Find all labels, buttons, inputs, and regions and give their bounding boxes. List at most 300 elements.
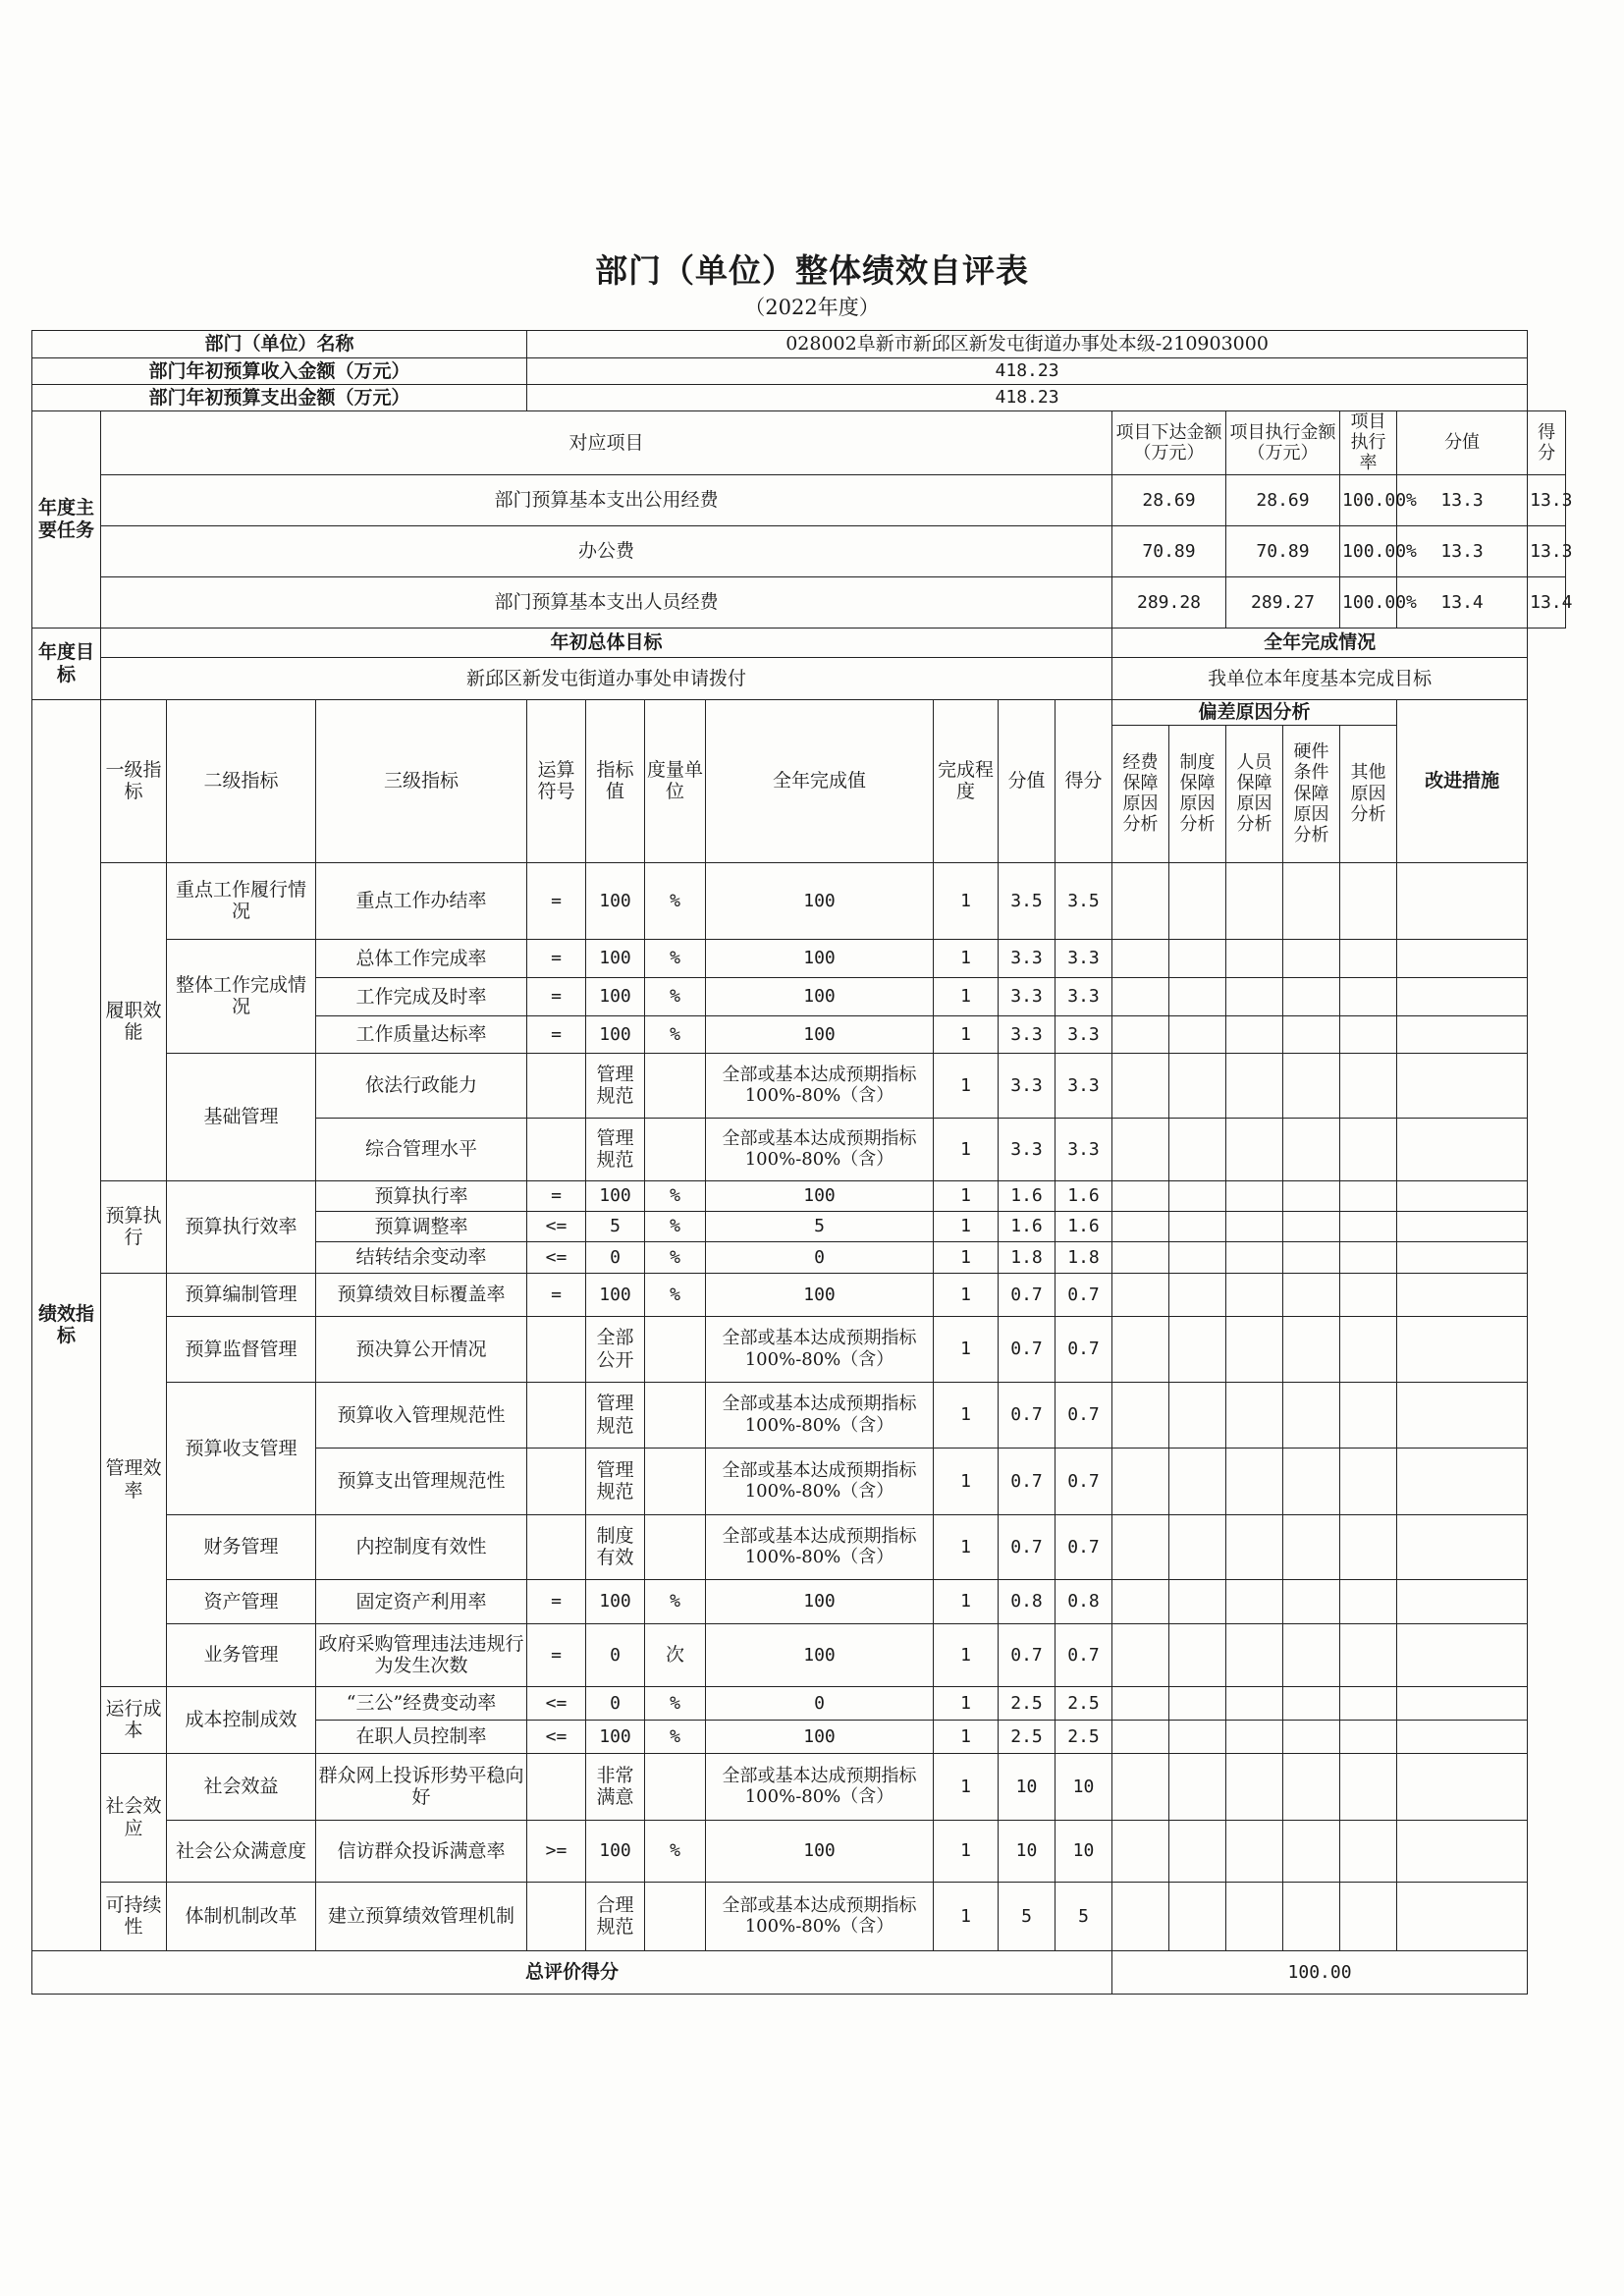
dev-cell bbox=[1112, 1118, 1169, 1180]
perf-op: = bbox=[527, 1623, 586, 1686]
perf-unit: % bbox=[645, 1686, 706, 1720]
goals-initial-value: 新邱区新发屯街道办事处申请拨付 bbox=[101, 657, 1112, 699]
dev-cell bbox=[1112, 1820, 1169, 1882]
perf-h-dev-other: 其他原因分析 bbox=[1340, 725, 1397, 862]
dev-cell bbox=[1112, 1211, 1169, 1241]
improve-cell bbox=[1397, 1753, 1528, 1820]
perf-h-dev-fund: 经费保障原因分析 bbox=[1112, 725, 1169, 862]
perf-got: 0.7 bbox=[1056, 1316, 1112, 1382]
improve-cell bbox=[1397, 1015, 1528, 1053]
dev-cell bbox=[1340, 939, 1397, 977]
dev-cell bbox=[1226, 1015, 1283, 1053]
tasks-col-rate: 项目执行率 bbox=[1340, 411, 1397, 475]
dev-cell bbox=[1283, 1015, 1340, 1053]
perf-degree: 1 bbox=[934, 1686, 999, 1720]
dev-cell bbox=[1169, 977, 1226, 1015]
perf-l3: 预算调整率 bbox=[316, 1211, 527, 1241]
perf-l3: 预算支出管理规范性 bbox=[316, 1448, 527, 1514]
perf-op: <= bbox=[527, 1720, 586, 1753]
dev-cell bbox=[1226, 1180, 1283, 1211]
perf-target: 100 bbox=[586, 977, 645, 1015]
perf-target: 非常满意 bbox=[586, 1753, 645, 1820]
dev-cell bbox=[1340, 1053, 1397, 1118]
perf-actual: 全部或基本达成预期指标100%-80%（含） bbox=[706, 1882, 934, 1950]
perf-got: 10 bbox=[1056, 1753, 1112, 1820]
perf-score: 3.3 bbox=[999, 1053, 1056, 1118]
perf-h-op: 运算符号 bbox=[527, 699, 586, 862]
perf-op bbox=[527, 1514, 586, 1579]
dept-name-label: 部门（单位）名称 bbox=[32, 331, 527, 358]
perf-score: 1.6 bbox=[999, 1211, 1056, 1241]
dev-cell bbox=[1169, 1118, 1226, 1180]
perf-l3: “三公”经费变动率 bbox=[316, 1686, 527, 1720]
perf-degree: 1 bbox=[934, 1882, 999, 1950]
perf-l1: 管理效率 bbox=[101, 1273, 167, 1686]
perf-target: 100 bbox=[586, 1579, 645, 1623]
dev-cell bbox=[1112, 1015, 1169, 1053]
perf-unit: % bbox=[645, 939, 706, 977]
dev-cell bbox=[1283, 939, 1340, 977]
perf-got: 1.6 bbox=[1056, 1211, 1112, 1241]
perf-h-degree: 完成程度 bbox=[934, 699, 999, 862]
dev-cell bbox=[1169, 1882, 1226, 1950]
perf-l3: 依法行政能力 bbox=[316, 1053, 527, 1118]
perf-got: 5 bbox=[1056, 1882, 1112, 1950]
improve-cell bbox=[1397, 1316, 1528, 1382]
dev-cell bbox=[1112, 862, 1169, 939]
dev-cell bbox=[1226, 1579, 1283, 1623]
dev-cell bbox=[1283, 1753, 1340, 1820]
perf-actual: 100 bbox=[706, 1623, 934, 1686]
perf-score: 3.3 bbox=[999, 977, 1056, 1015]
perf-target: 100 bbox=[586, 1180, 645, 1211]
dev-cell bbox=[1340, 1316, 1397, 1382]
improve-cell bbox=[1397, 1882, 1528, 1950]
perf-degree: 1 bbox=[934, 1448, 999, 1514]
perf-got: 0.7 bbox=[1056, 1273, 1112, 1316]
perf-actual: 100 bbox=[706, 1015, 934, 1053]
perf-l2: 预算收支管理 bbox=[167, 1382, 316, 1514]
perf-target: 100 bbox=[586, 939, 645, 977]
dev-cell bbox=[1340, 1720, 1397, 1753]
perf-score: 2.5 bbox=[999, 1720, 1056, 1753]
dev-cell bbox=[1283, 1316, 1340, 1382]
perf-unit: % bbox=[645, 1273, 706, 1316]
improve-cell bbox=[1397, 1273, 1528, 1316]
dev-cell bbox=[1169, 1623, 1226, 1686]
perf-actual: 100 bbox=[706, 939, 934, 977]
perf-score: 0.7 bbox=[999, 1273, 1056, 1316]
dev-cell bbox=[1226, 1273, 1283, 1316]
perf-got: 3.5 bbox=[1056, 862, 1112, 939]
perf-actual: 100 bbox=[706, 1579, 934, 1623]
task-score: 13.3 bbox=[1397, 525, 1528, 576]
dev-cell bbox=[1226, 1118, 1283, 1180]
perf-op bbox=[527, 1753, 586, 1820]
perf-l3: 预决算公开情况 bbox=[316, 1316, 527, 1382]
perf-op: = bbox=[527, 977, 586, 1015]
perf-target: 100 bbox=[586, 1015, 645, 1053]
perf-score: 0.7 bbox=[999, 1316, 1056, 1382]
dev-cell bbox=[1112, 939, 1169, 977]
perf-score: 3.5 bbox=[999, 862, 1056, 939]
dev-cell bbox=[1169, 1180, 1226, 1211]
perf-l3: 在职人员控制率 bbox=[316, 1720, 527, 1753]
perf-got: 0.8 bbox=[1056, 1579, 1112, 1623]
perf-score: 0.7 bbox=[999, 1448, 1056, 1514]
dev-cell bbox=[1283, 1686, 1340, 1720]
improve-cell bbox=[1397, 1720, 1528, 1753]
page-subtitle: （2022年度） bbox=[744, 296, 880, 319]
task-score: 13.4 bbox=[1397, 576, 1528, 628]
perf-unit: 次 bbox=[645, 1623, 706, 1686]
perf-l3: 群众网上投诉形势平稳向好 bbox=[316, 1753, 527, 1820]
perf-h-l2: 二级指标 bbox=[167, 699, 316, 862]
perf-l3: 结转结余变动率 bbox=[316, 1241, 527, 1273]
task-got: 13.4 bbox=[1528, 576, 1566, 628]
perf-l1: 运行成本 bbox=[101, 1686, 167, 1753]
perf-degree: 1 bbox=[934, 1273, 999, 1316]
perf-op: <= bbox=[527, 1241, 586, 1273]
perf-unit bbox=[645, 1118, 706, 1180]
expense-value: 418.23 bbox=[527, 385, 1528, 411]
perf-l3: 综合管理水平 bbox=[316, 1118, 527, 1180]
evaluation-table bbox=[31, 330, 1573, 1995]
perf-l2: 体制机制改革 bbox=[167, 1882, 316, 1950]
perf-l1: 可持续性 bbox=[101, 1882, 167, 1950]
perf-actual: 100 bbox=[706, 1720, 934, 1753]
tasks-col-item: 对应项目 bbox=[101, 411, 1112, 475]
dev-cell bbox=[1112, 1753, 1169, 1820]
perf-op bbox=[527, 1382, 586, 1448]
task-allocated: 289.28 bbox=[1112, 576, 1226, 628]
perf-h-actual: 全年完成值 bbox=[706, 699, 934, 862]
dev-cell bbox=[1169, 1211, 1226, 1241]
perf-actual: 全部或基本达成预期指标100%-80%（含） bbox=[706, 1514, 934, 1579]
perf-op: <= bbox=[527, 1211, 586, 1241]
dev-cell bbox=[1226, 1882, 1283, 1950]
dev-cell bbox=[1112, 977, 1169, 1015]
perf-got: 3.3 bbox=[1056, 1118, 1112, 1180]
perf-score: 1.6 bbox=[999, 1180, 1056, 1211]
perf-l1: 社会效应 bbox=[101, 1753, 167, 1882]
dev-cell bbox=[1169, 1241, 1226, 1273]
perf-target: 100 bbox=[586, 1720, 645, 1753]
perf-score: 3.3 bbox=[999, 1118, 1056, 1180]
perf-degree: 1 bbox=[934, 862, 999, 939]
perf-unit: % bbox=[645, 1720, 706, 1753]
tasks-col-allocated: 项目下达金额（万元） bbox=[1112, 411, 1226, 475]
perf-unit: % bbox=[645, 1015, 706, 1053]
dev-cell bbox=[1112, 1514, 1169, 1579]
dev-cell bbox=[1226, 1720, 1283, 1753]
perf-actual: 全部或基本达成预期指标100%-80%（含） bbox=[706, 1118, 934, 1180]
perf-score: 3.3 bbox=[999, 1015, 1056, 1053]
dev-cell bbox=[1283, 1623, 1340, 1686]
perf-target: 管理规范 bbox=[586, 1053, 645, 1118]
dev-cell bbox=[1226, 1514, 1283, 1579]
perf-unit: % bbox=[645, 862, 706, 939]
dev-cell bbox=[1226, 1241, 1283, 1273]
task-rate: 100.00% bbox=[1340, 474, 1397, 525]
dev-cell bbox=[1283, 1241, 1340, 1273]
dev-cell bbox=[1340, 1211, 1397, 1241]
perf-l2: 业务管理 bbox=[167, 1623, 316, 1686]
perf-h-target: 指标值 bbox=[586, 699, 645, 862]
dev-cell bbox=[1169, 1686, 1226, 1720]
tasks-section-label: 年度主要任务 bbox=[32, 411, 101, 629]
dev-cell bbox=[1226, 1623, 1283, 1686]
dev-cell bbox=[1283, 977, 1340, 1015]
perf-op bbox=[527, 1316, 586, 1382]
dev-cell bbox=[1169, 1053, 1226, 1118]
perf-unit: % bbox=[645, 1211, 706, 1241]
dev-cell bbox=[1112, 1448, 1169, 1514]
dev-cell bbox=[1226, 862, 1283, 939]
perf-l1: 预算执行 bbox=[101, 1180, 167, 1273]
improve-cell bbox=[1397, 977, 1528, 1015]
perf-degree: 1 bbox=[934, 1053, 999, 1118]
perf-got: 3.3 bbox=[1056, 1015, 1112, 1053]
perf-unit: % bbox=[645, 977, 706, 1015]
perf-actual: 0 bbox=[706, 1241, 934, 1273]
task-executed: 70.89 bbox=[1226, 525, 1340, 576]
perf-l3: 建立预算绩效管理机制 bbox=[316, 1882, 527, 1950]
dev-cell bbox=[1169, 862, 1226, 939]
perf-h-dev-hw: 硬件条件保障原因分析 bbox=[1283, 725, 1340, 862]
perf-degree: 1 bbox=[934, 1118, 999, 1180]
perf-unit bbox=[645, 1514, 706, 1579]
perf-target: 100 bbox=[586, 1273, 645, 1316]
dev-cell bbox=[1169, 1514, 1226, 1579]
dev-cell bbox=[1340, 1623, 1397, 1686]
perf-degree: 1 bbox=[934, 977, 999, 1015]
improve-cell bbox=[1397, 1686, 1528, 1720]
improve-cell bbox=[1397, 1241, 1528, 1273]
perf-unit bbox=[645, 1448, 706, 1514]
perf-l2: 成本控制成效 bbox=[167, 1686, 316, 1753]
dev-cell bbox=[1283, 1211, 1340, 1241]
dev-cell bbox=[1340, 1118, 1397, 1180]
perf-got: 0.7 bbox=[1056, 1514, 1112, 1579]
dev-cell bbox=[1169, 1448, 1226, 1514]
perf-got: 0.7 bbox=[1056, 1382, 1112, 1448]
dev-cell bbox=[1226, 939, 1283, 977]
improve-cell bbox=[1397, 1211, 1528, 1241]
perf-got: 3.3 bbox=[1056, 939, 1112, 977]
perf-actual: 全部或基本达成预期指标100%-80%（含） bbox=[706, 1382, 934, 1448]
perf-op: = bbox=[527, 1273, 586, 1316]
perf-got: 2.5 bbox=[1056, 1720, 1112, 1753]
perf-h-unit: 度量单位 bbox=[645, 699, 706, 862]
perf-degree: 1 bbox=[934, 1316, 999, 1382]
dev-cell bbox=[1340, 1514, 1397, 1579]
improve-cell bbox=[1397, 1382, 1528, 1448]
perf-degree: 1 bbox=[934, 1180, 999, 1211]
perf-l1: 履职效能 bbox=[101, 862, 167, 1180]
perf-l2: 资产管理 bbox=[167, 1579, 316, 1623]
perf-target: 5 bbox=[586, 1211, 645, 1241]
task-rate: 100.00% bbox=[1340, 576, 1397, 628]
improve-cell bbox=[1397, 1118, 1528, 1180]
expense-label: 部门年初预算支出金额（万元） bbox=[32, 385, 527, 411]
dev-cell bbox=[1283, 1514, 1340, 1579]
perf-op: = bbox=[527, 939, 586, 977]
perf-unit bbox=[645, 1316, 706, 1382]
perf-l3: 信访群众投诉满意率 bbox=[316, 1820, 527, 1882]
dev-cell bbox=[1340, 1241, 1397, 1273]
perf-unit: % bbox=[645, 1579, 706, 1623]
perf-actual: 0 bbox=[706, 1686, 934, 1720]
perf-degree: 1 bbox=[934, 1820, 999, 1882]
perf-l3: 预算收入管理规范性 bbox=[316, 1382, 527, 1448]
dev-cell bbox=[1226, 977, 1283, 1015]
perf-actual: 100 bbox=[706, 1273, 934, 1316]
dev-cell bbox=[1112, 1579, 1169, 1623]
improve-cell bbox=[1397, 862, 1528, 939]
perf-degree: 1 bbox=[934, 1579, 999, 1623]
dev-cell bbox=[1283, 1720, 1340, 1753]
task-item: 部门预算基本支出公用经费 bbox=[101, 474, 1112, 525]
perf-score: 0.7 bbox=[999, 1514, 1056, 1579]
dev-cell bbox=[1112, 1241, 1169, 1273]
perf-l3: 政府采购管理违法违规行为发生次数 bbox=[316, 1623, 527, 1686]
perf-target: 全部公开 bbox=[586, 1316, 645, 1382]
perf-target: 管理规范 bbox=[586, 1118, 645, 1180]
page-title: 部门（单位）整体绩效自评表 bbox=[595, 251, 1029, 290]
task-executed: 28.69 bbox=[1226, 474, 1340, 525]
dev-cell bbox=[1112, 1180, 1169, 1211]
dev-cell bbox=[1169, 939, 1226, 977]
dev-cell bbox=[1340, 862, 1397, 939]
improve-cell bbox=[1397, 1448, 1528, 1514]
perf-h-got: 得分 bbox=[1056, 699, 1112, 862]
perf-degree: 1 bbox=[934, 1015, 999, 1053]
perf-h-dev-staff: 人员保障原因分析 bbox=[1226, 725, 1283, 862]
perf-section-label: 绩效指标 bbox=[32, 699, 101, 1950]
improve-cell bbox=[1397, 1579, 1528, 1623]
perf-l3: 工作完成及时率 bbox=[316, 977, 527, 1015]
perf-score: 1.8 bbox=[999, 1241, 1056, 1273]
dev-cell bbox=[1112, 1623, 1169, 1686]
tasks-col-got: 得分 bbox=[1528, 411, 1566, 475]
dev-cell bbox=[1340, 1686, 1397, 1720]
dev-cell bbox=[1112, 1882, 1169, 1950]
perf-score: 3.3 bbox=[999, 939, 1056, 977]
dev-cell bbox=[1169, 1316, 1226, 1382]
perf-score: 0.7 bbox=[999, 1382, 1056, 1448]
perf-l2: 预算编制管理 bbox=[167, 1273, 316, 1316]
perf-l2: 整体工作完成情况 bbox=[167, 939, 316, 1053]
perf-got: 10 bbox=[1056, 1820, 1112, 1882]
perf-l2: 重点工作履行情况 bbox=[167, 862, 316, 939]
dev-cell bbox=[1283, 1053, 1340, 1118]
perf-op bbox=[527, 1118, 586, 1180]
perf-op: = bbox=[527, 862, 586, 939]
dev-cell bbox=[1340, 1753, 1397, 1820]
perf-op: = bbox=[527, 1180, 586, 1211]
perf-op: = bbox=[527, 1015, 586, 1053]
dev-cell bbox=[1340, 1273, 1397, 1316]
perf-degree: 1 bbox=[934, 1241, 999, 1273]
perf-op: >= bbox=[527, 1820, 586, 1882]
dev-cell bbox=[1169, 1382, 1226, 1448]
improve-cell bbox=[1397, 939, 1528, 977]
total-value: 100.00 bbox=[1112, 1950, 1528, 1994]
perf-l2: 预算执行效率 bbox=[167, 1180, 316, 1273]
dev-cell bbox=[1169, 1273, 1226, 1316]
perf-actual: 5 bbox=[706, 1211, 934, 1241]
perf-h-l1: 一级指标 bbox=[101, 699, 167, 862]
dev-cell bbox=[1340, 1820, 1397, 1882]
perf-degree: 1 bbox=[934, 1753, 999, 1820]
perf-unit bbox=[645, 1382, 706, 1448]
perf-unit bbox=[645, 1753, 706, 1820]
perf-score: 5 bbox=[999, 1882, 1056, 1950]
dev-cell bbox=[1169, 1015, 1226, 1053]
improve-cell bbox=[1397, 1053, 1528, 1118]
perf-l3: 固定资产利用率 bbox=[316, 1579, 527, 1623]
income-label: 部门年初预算收入金额（万元） bbox=[32, 358, 527, 385]
dev-cell bbox=[1283, 862, 1340, 939]
dept-name-value: 028002阜新市新邱区新发屯街道办事处本级-210903000 bbox=[527, 331, 1528, 358]
task-item: 办公费 bbox=[101, 525, 1112, 576]
perf-actual: 全部或基本达成预期指标100%-80%（含） bbox=[706, 1316, 934, 1382]
perf-actual: 100 bbox=[706, 1180, 934, 1211]
goals-complete-label: 全年完成情况 bbox=[1112, 628, 1528, 657]
perf-op bbox=[527, 1053, 586, 1118]
dev-cell bbox=[1226, 1753, 1283, 1820]
perf-h-dev: 偏差原因分析 bbox=[1112, 699, 1397, 725]
task-rate: 100.00% bbox=[1340, 525, 1397, 576]
perf-actual: 100 bbox=[706, 977, 934, 1015]
perf-degree: 1 bbox=[934, 1382, 999, 1448]
perf-got: 1.6 bbox=[1056, 1180, 1112, 1211]
perf-target: 0 bbox=[586, 1686, 645, 1720]
perf-got: 3.3 bbox=[1056, 977, 1112, 1015]
dev-cell bbox=[1283, 1273, 1340, 1316]
income-value: 418.23 bbox=[527, 358, 1528, 385]
dev-cell bbox=[1169, 1753, 1226, 1820]
dev-cell bbox=[1169, 1579, 1226, 1623]
dev-cell bbox=[1112, 1316, 1169, 1382]
perf-l2: 预算监督管理 bbox=[167, 1316, 316, 1382]
perf-l2: 财务管理 bbox=[167, 1514, 316, 1579]
task-got: 13.3 bbox=[1528, 525, 1566, 576]
dev-cell bbox=[1226, 1211, 1283, 1241]
dev-cell bbox=[1340, 1579, 1397, 1623]
dev-cell bbox=[1169, 1720, 1226, 1753]
perf-actual: 全部或基本达成预期指标100%-80%（含） bbox=[706, 1448, 934, 1514]
perf-l2: 社会效益 bbox=[167, 1753, 316, 1820]
perf-target: 0 bbox=[586, 1241, 645, 1273]
perf-got: 2.5 bbox=[1056, 1686, 1112, 1720]
perf-target: 100 bbox=[586, 862, 645, 939]
task-score: 13.3 bbox=[1397, 474, 1528, 525]
task-got: 13.3 bbox=[1528, 474, 1566, 525]
perf-degree: 1 bbox=[934, 1623, 999, 1686]
goals-section-label: 年度目标 bbox=[32, 628, 101, 699]
dev-cell bbox=[1283, 1180, 1340, 1211]
tasks-col-executed: 项目执行金额（万元） bbox=[1226, 411, 1340, 475]
dev-cell bbox=[1283, 1448, 1340, 1514]
perf-unit bbox=[645, 1053, 706, 1118]
task-executed: 289.27 bbox=[1226, 576, 1340, 628]
perf-l3: 工作质量达标率 bbox=[316, 1015, 527, 1053]
perf-h-score: 分值 bbox=[999, 699, 1056, 862]
perf-unit: % bbox=[645, 1241, 706, 1273]
perf-got: 0.7 bbox=[1056, 1448, 1112, 1514]
